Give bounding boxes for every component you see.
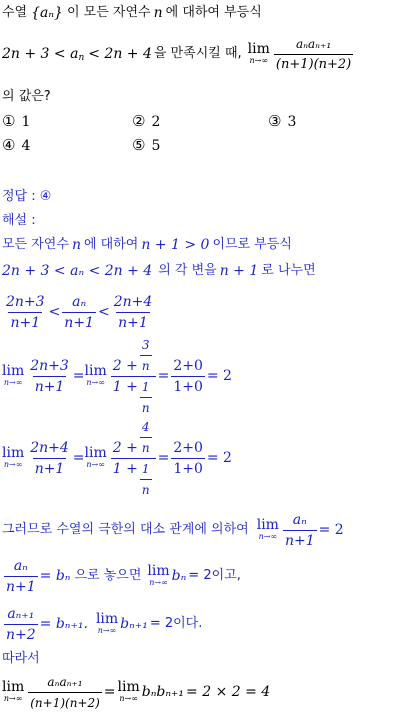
problem-text: 수열: [2, 5, 28, 20]
solution-line-bn1: $\frac{\text{aₙ₊₁}}{n+2}$ = bₙ₊₁. lim n→∞ bₙ₊₁ = 2이다.: [6, 605, 203, 643]
fraction-middle: $\frac{\text{aₙ}}{n+1}$: [64, 293, 94, 331]
problem-text: 을 만족시킬 때,: [153, 46, 242, 61]
choice-4[interactable]: ④ 4: [2, 136, 31, 154]
solution-line-2: 2n + 3 < aₙ < 2n + 4 의 각 변을 n + 1 로 나누면: [2, 263, 316, 279]
complex-fraction: 2 + $\frac{3}{n}$ 1 + $\frac{1}{n}$: [111, 336, 156, 417]
inequality-right: < 2n + 4: [88, 46, 152, 62]
problem-line-1: [2, 4, 262, 22]
solution-line-squeeze: 그러므로 수열의 극한의 대소 관계에 의하여 lim n→∞ $\frac{\text{aₙ}}{n+1}$ = 2: [2, 511, 344, 549]
problem-line-3: [2, 88, 51, 106]
sequence-symbol: {aₙ}: [31, 5, 63, 21]
limit-fraction: $\frac{\text{aₙaₙ₊₁}}{(n+1)(n+2)}$: [275, 36, 352, 72]
answer-line: [2, 188, 51, 206]
fraction-inequality: $\frac{2n+3}{n+1}$ < $\frac{\text{aₙ}}{n+1}$ < $\frac{2n+4}{n+1}$: [6, 293, 153, 331]
complex-fraction: 2 + $\frac{4}{n}$ 1 + $\frac{1}{n}$: [111, 418, 156, 499]
problem-question: 의 값은?: [2, 89, 51, 104]
fraction-lower: $\frac{2n+3}{n+1}$: [6, 293, 45, 331]
problem-line-2: 2n + 3 < a n < 2n + 4 을 만족시킬 때, lim n→∞ $\frac{\text{aₙaₙ₊₁}}{(n+1)(n+2)}$: [2, 36, 352, 72]
choice-2[interactable]: ② 2: [132, 112, 161, 130]
limit-operator: lim n→∞: [247, 41, 270, 65]
answer: 정답 : ④: [2, 189, 52, 204]
problem-text: 이 모든 자연수: [66, 5, 151, 20]
choice-3[interactable]: ③ 3: [268, 112, 297, 130]
limit-equation-lower: lim n→∞ $\frac{2n+3}{n+1}$ = lim n→∞ 2 + $\frac{3}{n}$ 1 + $\frac{1}{n}$ = $\frac{2+0}{1+0}$ = 2: [2, 337, 232, 415]
inequality-left: 2n + 3 < a: [2, 46, 79, 62]
final-equation: lim n→∞ $\frac{\text{aₙaₙ₊₁}}{(n+1)(n+2)}$ = lim n→∞ bₙbₙ₊₁ = 2 × 2 = 4: [2, 674, 271, 710]
choice-1[interactable]: ① 1: [2, 112, 31, 130]
explanation-label: 해설 :: [2, 213, 36, 228]
variable-n: n: [153, 5, 163, 21]
problem-text: 에 대하여 부등식: [165, 5, 262, 20]
limit-equation-upper: lim n→∞ $\frac{2n+4}{n+1}$ = lim n→∞ 2 + $\frac{4}{n}$ 1 + $\frac{1}{n}$ = $\frac{2+0}{1+0}$ = 2: [2, 419, 232, 497]
solution-line-bn: $\frac{\text{aₙ}}{n+1}$ = bₙ 으로 놓으면 lim n→∞ bₙ = 2이고,: [6, 557, 241, 595]
choice-5[interactable]: ⑤ 5: [132, 136, 161, 154]
fraction-upper: $\frac{2n+4}{n+1}$: [113, 293, 153, 331]
solution-line-1: 모든 자연수 n 에 대하여 n + 1 > 0 이므로 부등식: [2, 237, 292, 253]
solution-therefore: 따라서: [2, 651, 40, 666]
